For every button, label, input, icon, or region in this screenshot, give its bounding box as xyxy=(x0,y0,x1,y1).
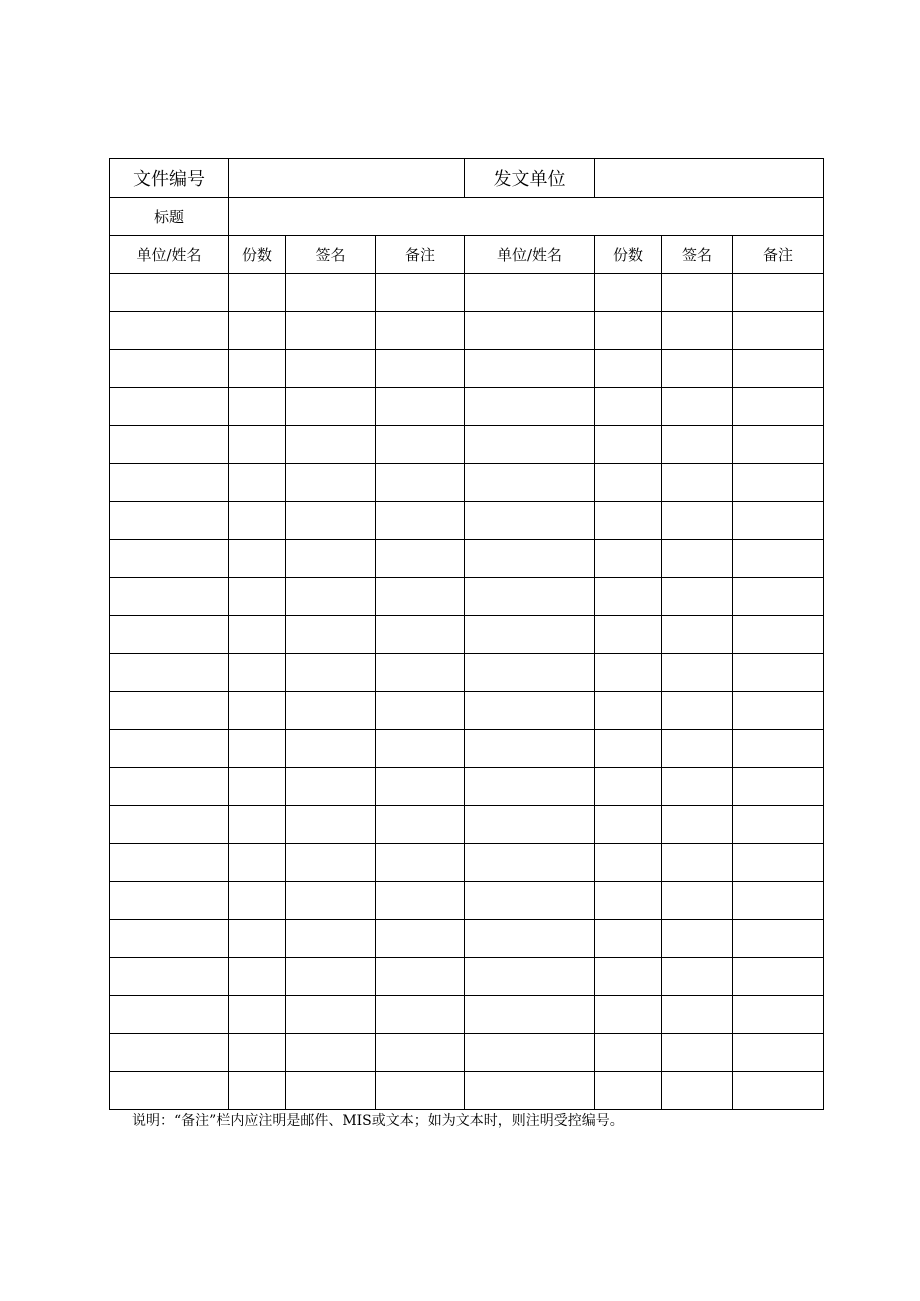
cell-copies-left[interactable] xyxy=(229,350,286,388)
cell-copies-left[interactable] xyxy=(229,540,286,578)
cell-unit-name-right[interactable] xyxy=(465,654,595,692)
cell-signature-left[interactable] xyxy=(286,464,376,502)
cell-unit-name-right[interactable] xyxy=(465,882,595,920)
cell-copies-right[interactable] xyxy=(595,274,662,312)
col-unit-name-right: 单位/姓名 xyxy=(465,236,595,274)
cell-unit-name-right[interactable] xyxy=(465,464,595,502)
cell-unit-name-right[interactable] xyxy=(465,578,595,616)
cell-signature-right[interactable] xyxy=(662,958,733,996)
cell-unit-name-left[interactable] xyxy=(110,312,229,350)
table-row xyxy=(110,464,824,502)
cell-signature-right[interactable] xyxy=(662,692,733,730)
cell-signature-right[interactable] xyxy=(662,1034,733,1072)
cell-signature-left[interactable] xyxy=(286,844,376,882)
cell-signature-left[interactable] xyxy=(286,692,376,730)
table-row xyxy=(110,502,824,540)
cell-remarks-left[interactable] xyxy=(376,996,465,1034)
cell-remarks-right[interactable] xyxy=(733,540,824,578)
cell-signature-left[interactable] xyxy=(286,806,376,844)
cell-unit-name-right[interactable] xyxy=(465,540,595,578)
cell-copies-right[interactable] xyxy=(595,502,662,540)
cell-unit-name-right[interactable] xyxy=(465,274,595,312)
cell-signature-left[interactable] xyxy=(286,996,376,1034)
cell-unit-name-left[interactable] xyxy=(110,768,229,806)
cell-signature-right[interactable] xyxy=(662,502,733,540)
table-row xyxy=(110,882,824,920)
table-row xyxy=(110,806,824,844)
issuer-field[interactable] xyxy=(595,159,824,198)
cell-signature-left[interactable] xyxy=(286,388,376,426)
cell-signature-right[interactable] xyxy=(662,730,733,768)
cell-remarks-left[interactable] xyxy=(376,844,465,882)
cell-unit-name-left[interactable] xyxy=(110,996,229,1034)
cell-unit-name-right[interactable] xyxy=(465,502,595,540)
cell-copies-left[interactable] xyxy=(229,426,286,464)
table-row xyxy=(110,274,824,312)
cell-remarks-right[interactable] xyxy=(733,1072,824,1110)
cell-copies-left[interactable] xyxy=(229,768,286,806)
table-row xyxy=(110,730,824,768)
cell-unit-name-right[interactable] xyxy=(465,388,595,426)
cell-unit-name-left[interactable] xyxy=(110,540,229,578)
cell-signature-left[interactable] xyxy=(286,274,376,312)
cell-signature-left[interactable] xyxy=(286,578,376,616)
cell-unit-name-left[interactable] xyxy=(110,1072,229,1110)
title-label: 标题 xyxy=(110,198,229,236)
cell-signature-left[interactable] xyxy=(286,768,376,806)
cell-copies-right[interactable] xyxy=(595,350,662,388)
cell-remarks-left[interactable] xyxy=(376,692,465,730)
cell-signature-right[interactable] xyxy=(662,464,733,502)
cell-unit-name-left[interactable] xyxy=(110,274,229,312)
cell-remarks-left[interactable] xyxy=(376,654,465,692)
cell-remarks-right[interactable] xyxy=(733,692,824,730)
cell-signature-left[interactable] xyxy=(286,350,376,388)
cell-signature-right[interactable] xyxy=(662,844,733,882)
cell-copies-left[interactable] xyxy=(229,730,286,768)
cell-remarks-left[interactable] xyxy=(376,768,465,806)
cell-copies-right[interactable] xyxy=(595,540,662,578)
table-row xyxy=(110,692,824,730)
cell-unit-name-left[interactable] xyxy=(110,920,229,958)
table-row xyxy=(110,996,824,1034)
cell-remarks-left[interactable] xyxy=(376,312,465,350)
table-row xyxy=(110,1072,824,1110)
cell-copies-right[interactable] xyxy=(595,654,662,692)
cell-remarks-right[interactable] xyxy=(733,502,824,540)
cell-copies-right[interactable] xyxy=(595,844,662,882)
cell-signature-right[interactable] xyxy=(662,578,733,616)
cell-remarks-right[interactable] xyxy=(733,844,824,882)
table-row xyxy=(110,768,824,806)
cell-signature-right[interactable] xyxy=(662,426,733,464)
cell-unit-name-left[interactable] xyxy=(110,730,229,768)
table-row xyxy=(110,312,824,350)
col-remarks-left: 备注 xyxy=(376,236,465,274)
table-row xyxy=(110,578,824,616)
cell-copies-right[interactable] xyxy=(595,464,662,502)
cell-signature-left[interactable] xyxy=(286,312,376,350)
cell-unit-name-right[interactable] xyxy=(465,768,595,806)
cell-unit-name-left[interactable] xyxy=(110,882,229,920)
cell-signature-left[interactable] xyxy=(286,730,376,768)
cell-unit-name-right[interactable] xyxy=(465,312,595,350)
cell-unit-name-left[interactable] xyxy=(110,464,229,502)
cell-unit-name-right[interactable] xyxy=(465,958,595,996)
cell-remarks-left[interactable] xyxy=(376,578,465,616)
cell-remarks-right[interactable] xyxy=(733,616,824,654)
cell-unit-name-left[interactable] xyxy=(110,654,229,692)
cell-signature-right[interactable] xyxy=(662,312,733,350)
cell-copies-right[interactable] xyxy=(595,806,662,844)
cell-remarks-left[interactable] xyxy=(376,616,465,654)
cell-copies-left[interactable] xyxy=(229,388,286,426)
cell-copies-right[interactable] xyxy=(595,426,662,464)
cell-signature-left[interactable] xyxy=(286,1072,376,1110)
cell-remarks-left[interactable] xyxy=(376,806,465,844)
cell-signature-right[interactable] xyxy=(662,768,733,806)
cell-signature-right[interactable] xyxy=(662,616,733,654)
table-row xyxy=(110,958,824,996)
cell-remarks-right[interactable] xyxy=(733,578,824,616)
cell-copies-right[interactable] xyxy=(595,768,662,806)
cell-copies-right[interactable] xyxy=(595,920,662,958)
table-row xyxy=(110,426,824,464)
cell-signature-right[interactable] xyxy=(662,920,733,958)
cell-signature-left[interactable] xyxy=(286,502,376,540)
cell-unit-name-left[interactable] xyxy=(110,578,229,616)
cell-remarks-left[interactable] xyxy=(376,502,465,540)
cell-signature-right[interactable] xyxy=(662,388,733,426)
cell-copies-left[interactable] xyxy=(229,996,286,1034)
cell-signature-left[interactable] xyxy=(286,1034,376,1072)
cell-signature-left[interactable] xyxy=(286,920,376,958)
cell-unit-name-left[interactable] xyxy=(110,616,229,654)
cell-signature-left[interactable] xyxy=(286,882,376,920)
cell-unit-name-right[interactable] xyxy=(465,426,595,464)
col-remarks-right: 备注 xyxy=(733,236,824,274)
cell-copies-left[interactable] xyxy=(229,920,286,958)
cell-remarks-right[interactable] xyxy=(733,388,824,426)
cell-signature-left[interactable] xyxy=(286,426,376,464)
table-row xyxy=(110,350,824,388)
cell-copies-right[interactable] xyxy=(595,312,662,350)
cell-copies-left[interactable] xyxy=(229,464,286,502)
table-row xyxy=(110,388,824,426)
cell-remarks-left[interactable] xyxy=(376,958,465,996)
cell-copies-left[interactable] xyxy=(229,692,286,730)
footnote: 说明：“备注”栏内应注明是邮件、MIS或文本；如为文本时，则注明受控编号。 xyxy=(132,1113,624,1129)
cell-remarks-right[interactable] xyxy=(733,350,824,388)
cell-remarks-left[interactable] xyxy=(376,882,465,920)
cell-remarks-right[interactable] xyxy=(733,274,824,312)
cell-remarks-right[interactable] xyxy=(733,654,824,692)
cell-unit-name-right[interactable] xyxy=(465,616,595,654)
doc-number-label: 文件编号 xyxy=(110,159,229,198)
col-copies-left: 份数 xyxy=(229,236,286,274)
cell-unit-name-right[interactable] xyxy=(465,692,595,730)
cell-unit-name-right[interactable] xyxy=(465,350,595,388)
col-signature-right: 签名 xyxy=(662,236,733,274)
cell-unit-name-right[interactable] xyxy=(465,1072,595,1110)
col-signature-left: 签名 xyxy=(286,236,376,274)
cell-copies-left[interactable] xyxy=(229,502,286,540)
cell-unit-name-left[interactable] xyxy=(110,806,229,844)
table-row xyxy=(110,654,824,692)
cell-remarks-left[interactable] xyxy=(376,464,465,502)
cell-remarks-right[interactable] xyxy=(733,806,824,844)
cell-remarks-right[interactable] xyxy=(733,882,824,920)
cell-signature-right[interactable] xyxy=(662,654,733,692)
cell-unit-name-left[interactable] xyxy=(110,844,229,882)
cell-remarks-right[interactable] xyxy=(733,996,824,1034)
cell-signature-right[interactable] xyxy=(662,274,733,312)
cell-signature-left[interactable] xyxy=(286,958,376,996)
cell-signature-right[interactable] xyxy=(662,350,733,388)
cell-unit-name-right[interactable] xyxy=(465,920,595,958)
cell-unit-name-right[interactable] xyxy=(465,996,595,1034)
cell-copies-left[interactable] xyxy=(229,806,286,844)
cell-signature-left[interactable] xyxy=(286,616,376,654)
cell-remarks-right[interactable] xyxy=(733,426,824,464)
cell-copies-right[interactable] xyxy=(595,996,662,1034)
cell-remarks-left[interactable] xyxy=(376,730,465,768)
cell-remarks-left[interactable] xyxy=(376,1034,465,1072)
cell-unit-name-left[interactable] xyxy=(110,958,229,996)
cell-unit-name-right[interactable] xyxy=(465,1034,595,1072)
cell-copies-left[interactable] xyxy=(229,958,286,996)
cell-remarks-right[interactable] xyxy=(733,464,824,502)
cell-remarks-left[interactable] xyxy=(376,388,465,426)
cell-unit-name-left[interactable] xyxy=(110,1034,229,1072)
cell-copies-right[interactable] xyxy=(595,882,662,920)
cell-remarks-right[interactable] xyxy=(733,1034,824,1072)
cell-remarks-left[interactable] xyxy=(376,426,465,464)
cell-copies-right[interactable] xyxy=(595,1072,662,1110)
cell-unit-name-left[interactable] xyxy=(110,426,229,464)
cell-signature-right[interactable] xyxy=(662,882,733,920)
cell-remarks-left[interactable] xyxy=(376,920,465,958)
cell-signature-right[interactable] xyxy=(662,996,733,1034)
cell-copies-right[interactable] xyxy=(595,616,662,654)
cell-remarks-left[interactable] xyxy=(376,1072,465,1110)
title-row xyxy=(110,198,824,236)
cell-copies-right[interactable] xyxy=(595,692,662,730)
cell-copies-left[interactable] xyxy=(229,844,286,882)
doc-number-field[interactable] xyxy=(229,159,465,198)
title-field[interactable] xyxy=(229,198,824,236)
cell-copies-right[interactable] xyxy=(595,1034,662,1072)
cell-remarks-right[interactable] xyxy=(733,730,824,768)
cell-copies-left[interactable] xyxy=(229,1034,286,1072)
header-row xyxy=(110,159,824,198)
cell-signature-right[interactable] xyxy=(662,806,733,844)
cell-copies-left[interactable] xyxy=(229,274,286,312)
cell-copies-left[interactable] xyxy=(229,578,286,616)
col-copies-right: 份数 xyxy=(595,236,662,274)
table-row xyxy=(110,920,824,958)
table-row xyxy=(110,1034,824,1072)
cell-remarks-right[interactable] xyxy=(733,312,824,350)
cell-remarks-right[interactable] xyxy=(733,768,824,806)
cell-remarks-left[interactable] xyxy=(376,274,465,312)
cell-signature-right[interactable] xyxy=(662,1072,733,1110)
cell-remarks-right[interactable] xyxy=(733,920,824,958)
table-row xyxy=(110,844,824,882)
cell-unit-name-right[interactable] xyxy=(465,806,595,844)
cell-copies-left[interactable] xyxy=(229,1072,286,1110)
cell-signature-left[interactable] xyxy=(286,654,376,692)
cell-unit-name-right[interactable] xyxy=(465,730,595,768)
cell-remarks-left[interactable] xyxy=(376,540,465,578)
col-unit-name-left: 单位/姓名 xyxy=(110,236,229,274)
cell-unit-name-left[interactable] xyxy=(110,388,229,426)
cell-unit-name-left[interactable] xyxy=(110,502,229,540)
cell-copies-left[interactable] xyxy=(229,654,286,692)
cell-unit-name-right[interactable] xyxy=(465,844,595,882)
cell-copies-right[interactable] xyxy=(595,730,662,768)
cell-copies-left[interactable] xyxy=(229,882,286,920)
distribution-form-table xyxy=(109,158,824,1110)
table-row xyxy=(110,540,824,578)
cell-remarks-right[interactable] xyxy=(733,958,824,996)
issuer-label: 发文单位 xyxy=(465,159,595,198)
cell-signature-right[interactable] xyxy=(662,540,733,578)
table-row xyxy=(110,616,824,654)
cell-copies-left[interactable] xyxy=(229,312,286,350)
cell-remarks-left[interactable] xyxy=(376,350,465,388)
cell-unit-name-left[interactable] xyxy=(110,350,229,388)
cell-signature-left[interactable] xyxy=(286,540,376,578)
cell-unit-name-left[interactable] xyxy=(110,692,229,730)
column-header-row xyxy=(110,236,824,274)
cell-copies-right[interactable] xyxy=(595,578,662,616)
cell-copies-right[interactable] xyxy=(595,958,662,996)
cell-copies-left[interactable] xyxy=(229,616,286,654)
cell-copies-right[interactable] xyxy=(595,388,662,426)
